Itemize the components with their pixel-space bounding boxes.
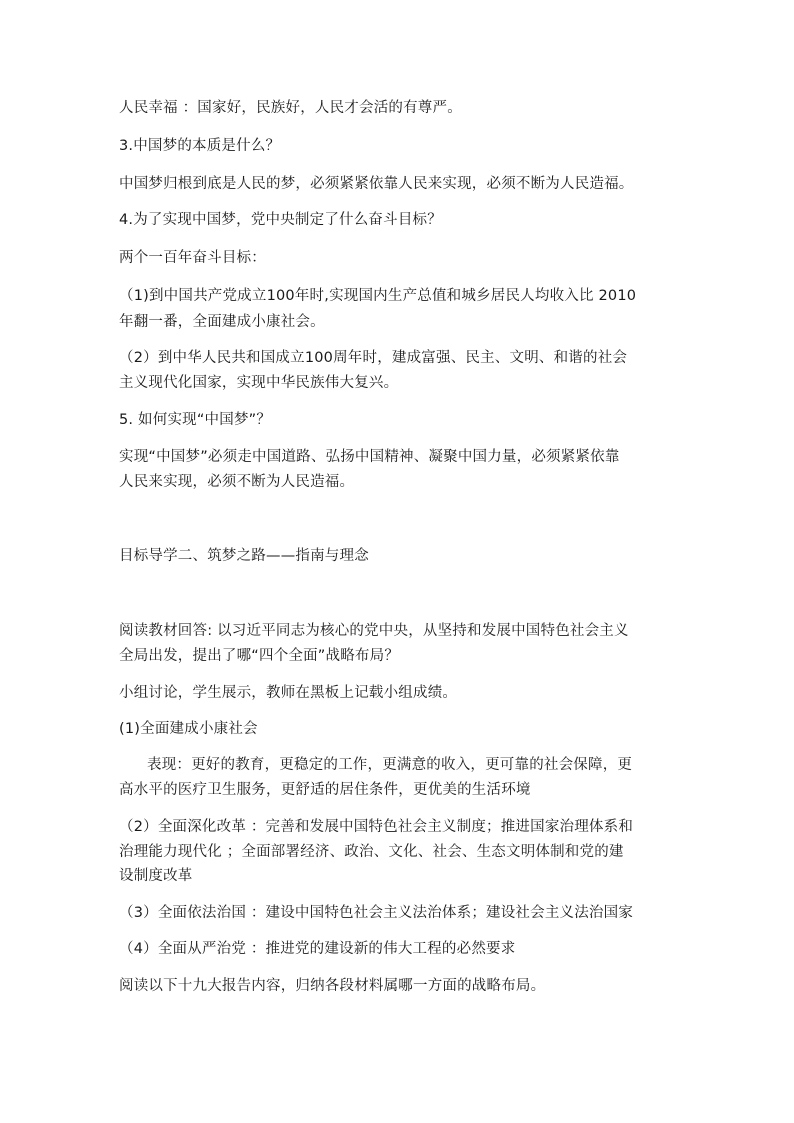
question-heading: 3.中国梦的本质是什么？ xyxy=(119,138,281,154)
text-line: 设制度改革 xyxy=(119,868,193,884)
text-line: 阅读以下十九大报告内容，归纳各段材料属哪一方面的战略布局。 xyxy=(119,978,546,994)
text-line: （2）全面深化改革 ：完善和发展中国特色社会主义制度；推进国家治理体系和 xyxy=(119,819,634,835)
text-line: （1)到中国共产党成立100年时,实现国内生产总值和城乡居民人均收入比 2010 xyxy=(119,288,637,304)
text-line: （3）全面依法治国 ：建设中国特色社会主义法治体系；建设社会主义法治国家 xyxy=(119,905,634,921)
text-line: （2）到中华人民共和国成立100周年时，建成富强、民主、文明、和谐的社会 xyxy=(119,350,628,366)
text-line: 人民幸福 ：国家好，民族好，人民才会活的有尊严。 xyxy=(119,100,462,116)
text-line: 表现：更好的教育，更稳定的工作，更满意的收入，更可靠的社会保障，更 xyxy=(147,757,633,773)
text-line: 治理能力现代化 ；全面部署经济、政治、文化、社会、生态文明体制和党的建 xyxy=(119,844,624,860)
question-heading: 5. 如何实现“中国梦”？ xyxy=(119,412,272,428)
text-line: 阅读教材回答: 以习近平同志为核心的党中央，从坚持和发展中国特色社会主义 xyxy=(119,623,629,639)
list-item-heading: (1)全面建成小康社会 xyxy=(119,721,258,737)
text-line: 两个一百年奋斗目标： xyxy=(119,250,266,266)
text-line: 人民来实现，必须不断为人民造福。 xyxy=(119,474,355,490)
text-line: （4）全面从严治党 ：推进党的建设新的伟大工程的必然要求 xyxy=(119,941,516,957)
text-line: 小组讨论，学生展示，教师在黑板上记载小组成绩。 xyxy=(119,685,458,701)
question-heading: 4.为了实现中国梦，党中央制定了什么奋斗目标？ xyxy=(119,212,442,228)
text-line: 年翻一番，全面建成小康社会。 xyxy=(119,314,325,330)
section-heading: 目标导学二、筑梦之路——指南与理念 xyxy=(119,548,369,564)
text-line: 全局出发，提出了哪“四个全面”战略布局？ xyxy=(119,648,400,664)
text-line: 中国梦归根到底是人民的梦，必须紧紧依靠人民来实现，必须不断为人民造福。 xyxy=(119,176,634,192)
text-line: 主义现代化国家，实现中华民族伟大复兴。 xyxy=(119,375,399,391)
text-line: 实现“中国梦”必须走中国道路、弘扬中国精神、凝聚中国力量，必须紧紧依靠 xyxy=(119,449,620,465)
text-line: 高水平的医疗卫生服务，更舒适的居住条件，更优美的生活环境 xyxy=(119,782,531,798)
